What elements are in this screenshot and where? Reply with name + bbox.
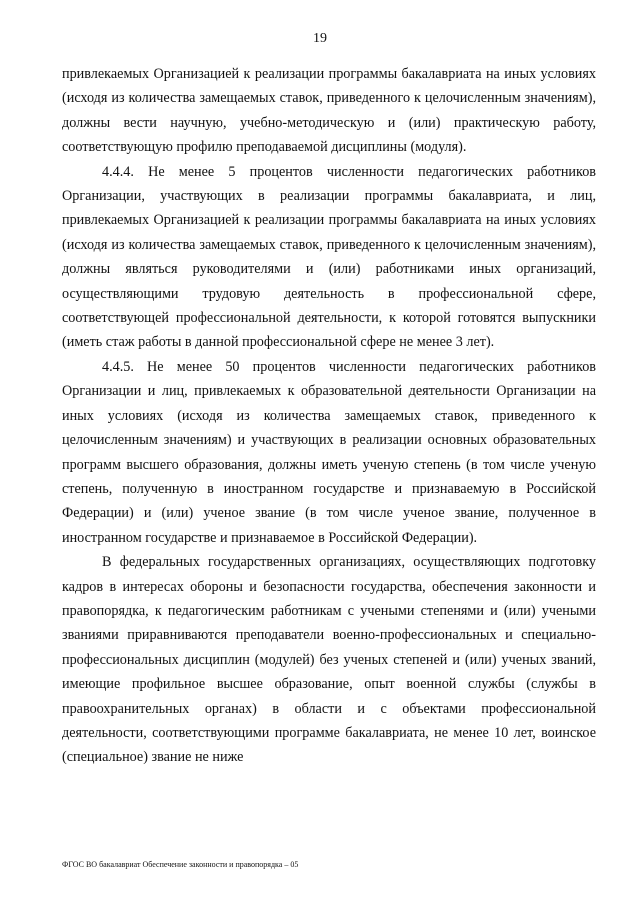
page-number: 19 bbox=[313, 31, 327, 46]
document-body bbox=[62, 62, 596, 770]
paragraph-4-4-4: 4.4.4. Не менее 5 процентов численности педагогических работников Организации, участвующих в реализации программы бакалавриата, и лиц, привлекаемых Организацией к реализации программы бакалавриата на иных условиях (исходя из количества замещаемых ставок, приведенного к целочисленным значениям), должны являться руководителями и (или) работниками иных организаций, осуществляющими трудовую деятельность в профессиональной сфере, соответствующей профессиональной деятельности, к которой готовятся выпускники (иметь стаж работы в данной профессиональной сфере не менее 3 лет). bbox=[62, 163, 596, 351]
page-footer: ФГОС ВО бакалавриат Обеспечение законности и правопорядка – 05 bbox=[62, 860, 299, 869]
paragraph-4-4-5: 4.4.5. Не менее 50 процентов численности педагогических работников Организации и лиц, привлекаемых к образовательной деятельности Организации на иных условиях (исходя из количества замещаемых ставок, приведенного к целочисленным значениям) и участвующих в реализации основных образовательных программ высшего образования, должны иметь ученую степень (в том числе ученую степень, полученную в иностранном государстве и признаваемую в Российской Федерации) и (или) ученое звание (в том числе ученое звание, полученное в иностранном государстве и признаваемое в Российской Федерации). bbox=[62, 358, 596, 546]
paragraph-continuation: привлекаемых Организацией к реализации программы бакалавриата на иных условиях (исходя из количества замещаемых ставок, приведенного к целочисленным значениям), должны вести научную, учебно-методическую и (или) практическую работу, соответствующую профилю преподаваемой дисциплины (модуля). bbox=[62, 66, 596, 156]
paragraph-federal-organizations: В федеральных государственных организациях, осуществляющих подготовку кадров в интересах обороны и безопасности государства, обеспечения законности и правопорядка, к педагогическим работникам с учеными степенями и (или) учеными званиями приравниваются преподаватели военно-профессиональных и специально-профессиональных дисциплин (модулей) без ученых степеней и (или) ученых званий, имеющие профильное высшее образование, опыт военной службы (службы в правоохранительных органах) в области и с объектами профессиональной деятельности, соответствующими программе бакалавриата, не менее 10 лет, воинское (специальное) звание не ниже bbox=[62, 554, 596, 766]
